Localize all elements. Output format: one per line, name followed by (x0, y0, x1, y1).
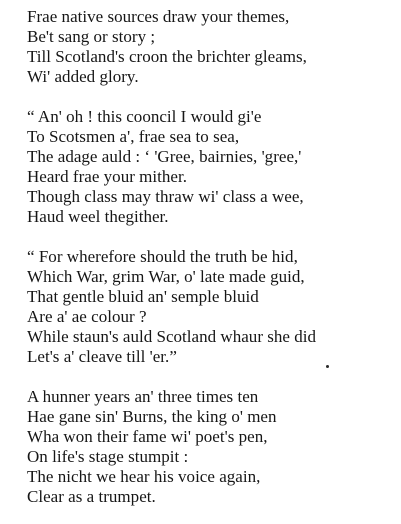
poem-line: Hae gane sin' Burns, the king o' men (27, 407, 277, 426)
poem-line: “ For wherefore should the truth be hid, (27, 247, 298, 266)
stanza-1 (27, 7, 395, 87)
poem-line: Be't sang or story ; (27, 27, 156, 46)
poem-line: Heard frae your mither. (27, 167, 188, 186)
poem-line: A hunner years an' three times ten (27, 387, 259, 406)
poem-line: Are a' ae colour ? (27, 307, 147, 326)
poem-line: Let's a' cleave till 'er.” (27, 347, 177, 366)
poem-line: That gentle bluid an' semple bluid (27, 287, 259, 306)
poem-line: The adage auld : ‘ 'Gree, bairnies, 'gree,' (27, 147, 302, 166)
stanza-4 (27, 387, 395, 507)
poem-line: Though class may thraw wi' class a wee, (27, 187, 304, 206)
poem-line: Wi' added glory. (27, 67, 139, 86)
poem-line: While staun's auld Scotland whaur she did (27, 327, 317, 346)
poem-line: Which War, grim War, o' late made guid, (27, 267, 305, 286)
stanza-3 (27, 247, 395, 367)
poem-line: Frae native sources draw your themes, (27, 7, 290, 26)
poem-line: Wha won their fame wi' poet's pen, (27, 427, 268, 446)
stanza-2 (27, 107, 395, 227)
poem-text (27, 7, 395, 519)
poem-line: Till Scotland's croon the brichter gleams, (27, 47, 307, 66)
poem-line: On life's stage stumpit : (27, 447, 189, 466)
poem-line: The nicht we hear his voice again, (27, 467, 261, 486)
poem-line: “ An' oh ! this cooncil I would gi'e (27, 107, 262, 126)
poem-line: To Scotsmen a', frae sea to sea, (27, 127, 240, 146)
poem-line: Haud weel thegither. (27, 207, 169, 226)
poem-line: Clear as a trumpet. (27, 487, 156, 506)
ink-speck (326, 365, 329, 368)
